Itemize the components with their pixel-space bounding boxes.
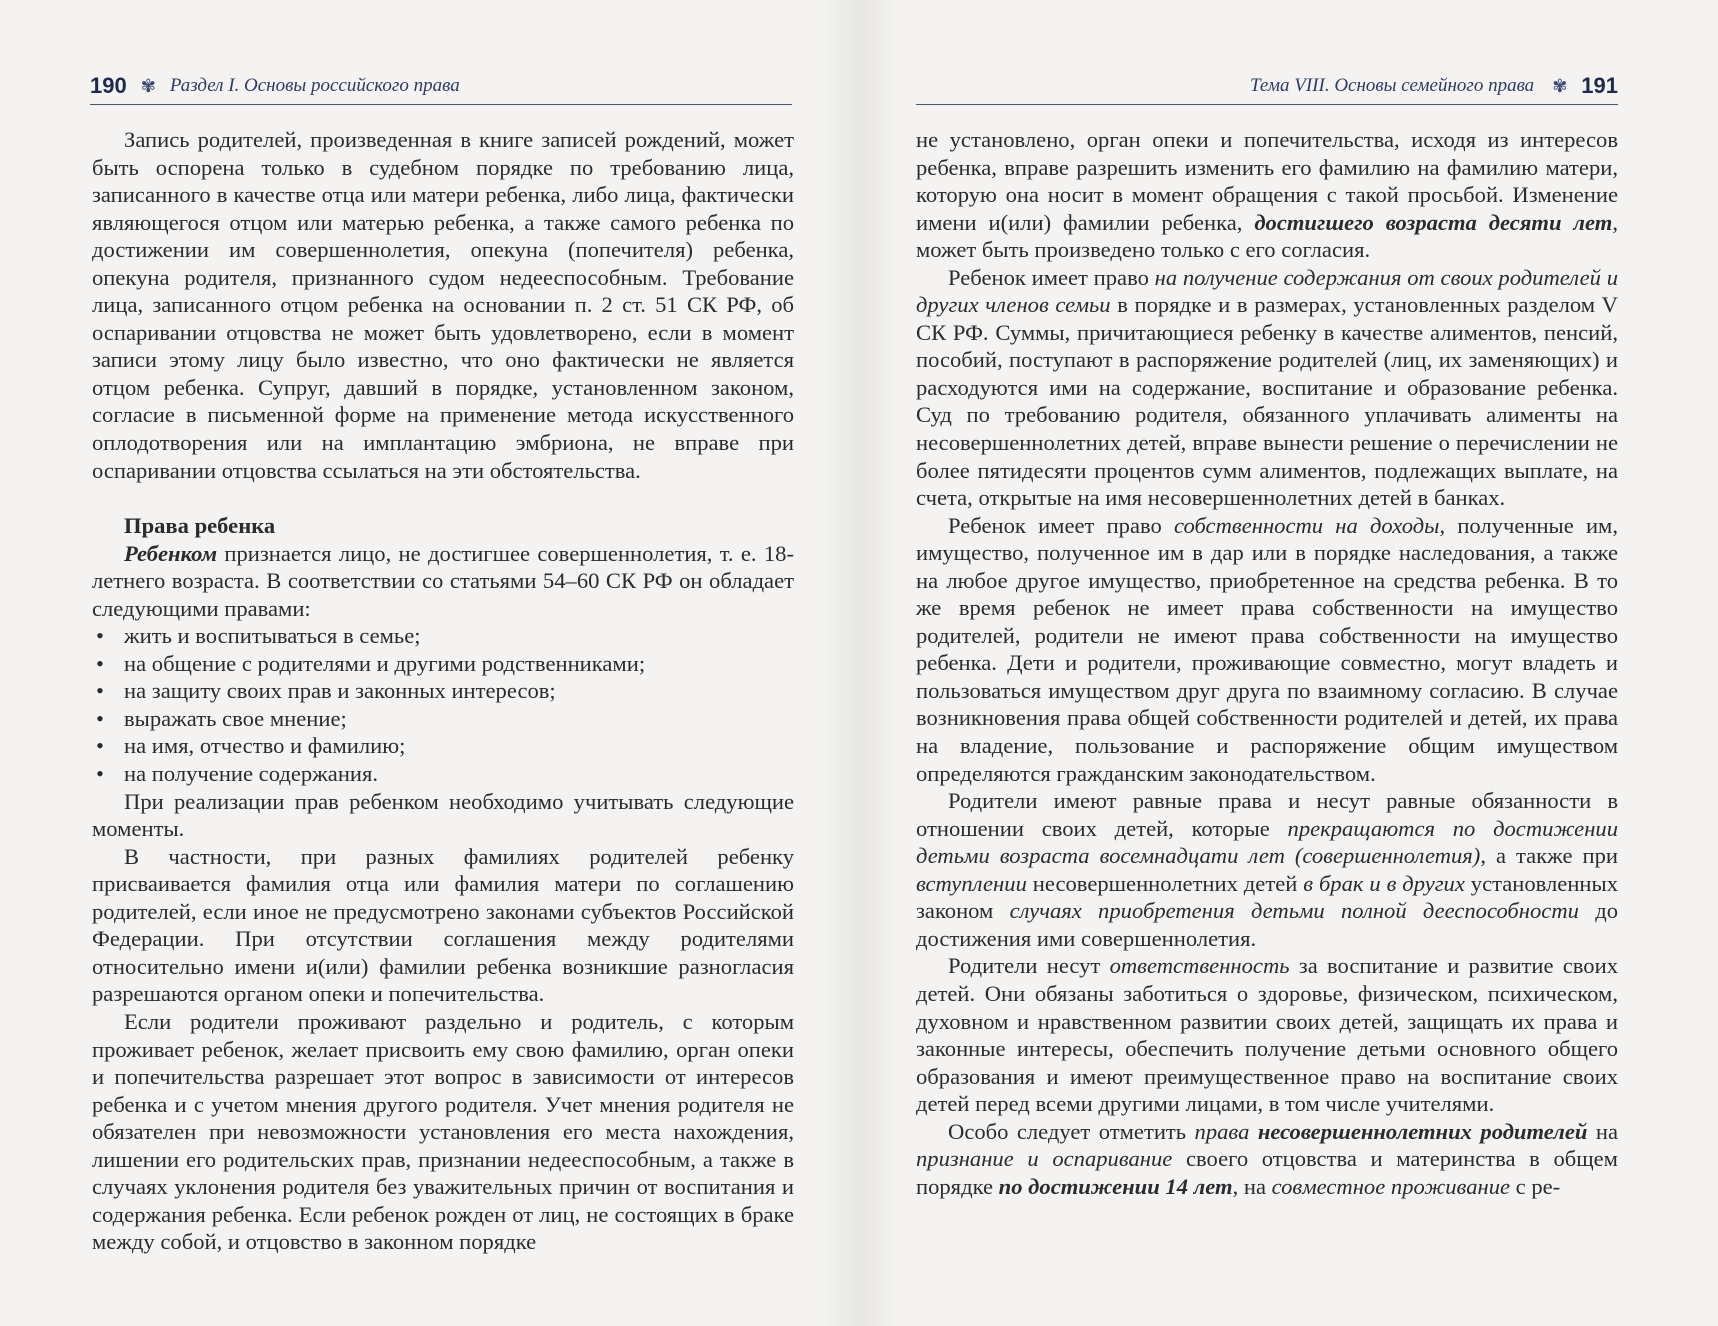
emphasis: по достижении 14 лет	[998, 1173, 1233, 1199]
left-page-body	[92, 126, 794, 1256]
paragraph	[916, 952, 1618, 1117]
running-head: Тема VIII. Основы семейного права	[1250, 75, 1535, 96]
paragraph	[916, 264, 1618, 512]
rights-list	[92, 622, 794, 787]
paragraph: Запись родителей, произведенная в книге записей рождений, может быть оспорена только в судебном порядке по требованию лица, записанного в качестве отца или матери ребенка, либо лица, фактически являющегося отцом или матерью ребенка, а также самого ребенка по достижении им совершеннолетия, опекуна (попечителя) ребенка, опекуна родителя, признанного судом недееспособным. Требование лица, записанного отцом ребенка на основании п. 2 ст. 51 СК РФ, об оспаривании отцовства не может быть удовлетворено, если в момент записи этому лицу было известно, что оно фактически не является отцом ребенка. Супруг, давший в порядке, установленном законом, согласие в письменной форме на применение метода искусственного оплодотворения или на имплантацию эмбриона, не вправе при оспаривании отцовства ссылаться на эти обстоятельства.	[92, 127, 794, 483]
ornament-icon: ✾	[140, 75, 156, 96]
emphasis: достигшего возраста десяти лет	[1254, 209, 1613, 235]
definition-paragraph	[92, 540, 794, 623]
text-run: несовершеннолетних детей	[1026, 870, 1304, 896]
right-page	[860, 0, 1718, 1326]
text-run: , а также при	[1480, 843, 1618, 869]
text-run: Ребенок имеет право	[948, 512, 1175, 538]
emphasis: права	[1194, 1118, 1258, 1144]
text-run: до достижения ими совершеннолетия.	[916, 898, 1618, 951]
list-item: • на защиту своих прав и законных интересов;	[92, 677, 794, 705]
list-item: • на общение с родителями и другими родственниками;	[92, 650, 794, 678]
emphasis: признание и оспаривание	[916, 1146, 1173, 1172]
emphasis: ответственность	[1109, 953, 1290, 979]
right-page-header	[916, 68, 1618, 105]
emphasis: совместное проживание	[1271, 1173, 1511, 1199]
text-run: Родители несут	[948, 953, 1110, 979]
page-number: 190	[90, 73, 127, 98]
list-item: • на имя, отчество и фамилию;	[92, 732, 794, 760]
list-item: • выражать свое мнение;	[92, 705, 794, 733]
text-run: Родители имеют равные права и несут равные обязанности в отношении своих детей, которые	[916, 788, 1618, 841]
text-run: не установлено, орган опеки и попечительства, исходя из интересов ребенка, вправе разрешить изменить его фамилию на фамилию матери, которую она носит в момент обращения с такой просьбой. Изменение имени и(или) фамилии ребенка,	[916, 127, 1618, 235]
emphasis: вступлении	[916, 870, 1027, 896]
text-run: за воспитание и развитие своих детей. Они обязаны заботиться о здоровье, физическом, психическом, духовном и нравственном развитии своих детей, защищать их права и законные интересы, обеспечить получение детьми основного общего образования и имеют преимущественное право на воспитание своих детей перед всеми другими лицами, в том числе учителями.	[916, 953, 1618, 1117]
emphasis: случаях приобретения детьми полной дееспособности	[1009, 898, 1579, 924]
paragraph	[916, 787, 1618, 952]
right-page-body	[916, 126, 1618, 1200]
subheading: Права ребенка	[124, 513, 276, 539]
text-run: установленных законом	[916, 870, 1618, 924]
text-run: Ребенок имеет право	[948, 264, 1155, 290]
paragraph: При реализации прав ребенком необходимо учитывать следующие моменты.	[92, 788, 794, 842]
defined-term: Ребенком	[124, 540, 218, 566]
text-run: Особо следует отметить	[948, 1118, 1195, 1144]
text-run: , на	[1232, 1173, 1272, 1199]
left-page-header	[90, 68, 792, 105]
paragraph: Если родители проживают раздельно и родитель, с которым проживает ребенок, желает присвоить ему свою фамилию, орган опеки и попечительства разрешает этот вопрос в зависимости от интересов ребенка и с учетом мнения другого родителя. Учет мнения родителя не обязателен при невозможности установления его места нахождения, лишении его родительских прав, признании недееспособным, а также в случаях уклонения родителя без уважительных причин от воспитания и содержания ребенка. Если ребенок рожден от лиц, не состоящих в браке между собой, и отцовство в законном порядке	[92, 1008, 794, 1255]
section-gap	[92, 484, 794, 512]
text-run: , полученные им, имущество, полученное им в дар или в порядке наследования, а также на любое другое имущество, приобретенное на средства ребенка. В то же время ребенок не имеет права собственности на имущество родителей, родители не имеют права собственности на имущество ребенка. Дети и родители, проживающие совместно, могут владеть и пользоваться имуществом друг друга по взаимному согласию. В случае возникновения права общей собственности родителей и детей, их права на владение, пользование и распоряжение общим имуществом определяются гражданским законодательством.	[916, 512, 1618, 786]
paragraph: В частности, при разных фамилиях родителей ребенку присваивается фамилия отца или фамилия матери по соглашению родителей, если иное не предусмотрено законами субъектов Российской Федерации. При отсутствии соглашения между родителями относительно имени и(или) фамилии ребенка возникшие разногласия разрешаются органом опеки и попечительства.	[92, 843, 794, 1007]
ornament-icon: ✾	[1552, 75, 1568, 96]
list-item: • на получение содержания.	[92, 760, 794, 788]
list-item: • жить и воспитываться в семье;	[92, 622, 794, 650]
text-run: своего отцовства и материнства в общем порядке	[916, 1146, 1618, 1199]
text-run: на	[1587, 1118, 1618, 1144]
paragraph	[916, 1118, 1618, 1201]
paragraph	[916, 126, 1618, 264]
emphasis: прекращаются по достижении детьми возраста восемнадцати лет (совершеннолетия)	[916, 815, 1618, 869]
paragraph	[916, 512, 1618, 787]
running-head: Раздел I. Основы российского права	[169, 75, 460, 96]
emphasis: собственности на доходы	[1174, 512, 1440, 538]
definition-text: признается лицо, не достигшее совершеннолетия, т. е. 18-летнего возраста. В соответствии со статьями 54–60 СК РФ он обладает следующими правами:	[92, 540, 794, 621]
text-run: , может быть произведено только с его согласия.	[916, 209, 1618, 263]
text-run: с ре-	[1510, 1173, 1561, 1199]
emphasis: на получение содержания от своих родителей и других членов семьи	[916, 264, 1618, 318]
text-run: в порядке и в размерах, установленных разделом V СК РФ. Суммы, причитающиеся ребенку в качестве алиментов, пенсий, пособий, поступают в распоряжение родителей (лиц, их заменяющих) и расходуются ими на содержание, воспитание и образование ребенка. Суд по требованию родителя, обязанного уплачивать алименты на несовершеннолетних детей, вправе вынести решение о перечислении не более пятидесяти процентов сумм алиментов, подлежащих выплате, на счета, открытые на имя несовершеннолетних детей в банках.	[916, 292, 1618, 511]
page-number: 191	[1581, 73, 1618, 98]
emphasis: несовершеннолетних родителей	[1257, 1118, 1588, 1144]
emphasis: в брак и в других	[1303, 870, 1465, 896]
